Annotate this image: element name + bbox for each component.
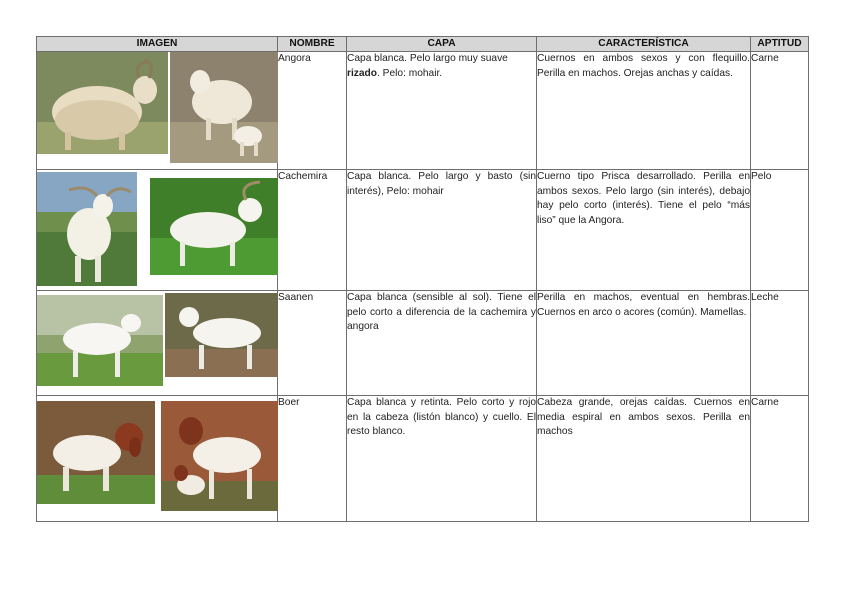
angora-goat-photo-1 [37, 52, 168, 154]
capa-bold-text: rizado [347, 67, 378, 79]
header-nombre: NOMBRE [278, 37, 347, 52]
cachemira-goat-photo-2 [150, 178, 278, 275]
saanen-goat-photo-1 [37, 295, 163, 386]
caracteristica-cell: Cuerno tipo Prisca desarrollado. Perilla en ambos sexos. Pelo largo (sin interés), debajo hay pelo corto (interés). Tiene el pelo “más liso” que la Angora. [537, 170, 751, 291]
header-imagen: IMAGEN [37, 37, 278, 52]
aptitud-cell: Carne [751, 396, 809, 522]
saanen-goat-photo-2 [165, 293, 278, 377]
capa-cell: Capa blanca. Pelo largo y basto (sin interés), Pelo: mohair [347, 170, 537, 291]
angora-goat-photo-2 [170, 52, 278, 163]
header-aptitud: APTITUD [751, 37, 809, 52]
table-row [37, 52, 809, 170]
aptitud-cell: Pelo [751, 170, 809, 291]
aptitud-cell: Leche [751, 291, 809, 396]
header-capa: CAPA [347, 37, 537, 52]
image-cell-saanen [37, 291, 278, 396]
nombre-cell: Cachemira [278, 170, 347, 291]
header-caracteristica: CARACTERÍSTICA [537, 37, 751, 52]
table-row [37, 170, 809, 291]
capa-cell [347, 52, 537, 170]
capa-cell: Capa blanca (sensible al sol). Tiene el pelo corto a diferencia de la cachemira y angora [347, 291, 537, 396]
table-row [37, 396, 809, 522]
caracteristica-cell: Perilla en machos, eventual en hembras. Cuernos en arco o acores (común). Mamellas. [537, 291, 751, 396]
caracteristica-cell: Cabeza grande, orejas caídas. Cuernos en media espiral en ambos sexos. Perilla en machos [537, 396, 751, 522]
image-cell-cachemira [37, 170, 278, 291]
header-row [37, 37, 809, 52]
boer-goat-photo-1 [37, 401, 155, 504]
capa-cell: Capa blanca y retinta. Pelo corto y rojo en la cabeza (listón blanco) y cuello. El resto blanco. [347, 396, 537, 522]
nombre-cell: Saanen [278, 291, 347, 396]
cachemira-goat-photo-1 [37, 172, 137, 286]
nombre-cell: Angora [278, 52, 347, 170]
goat-breeds-table [36, 36, 809, 522]
caracteristica-cell: Cuernos en ambos sexos y con flequillo. Perilla en machos. Orejas anchas y caídas. [537, 52, 751, 170]
table-row [37, 291, 809, 396]
boer-goat-photo-2 [161, 401, 278, 511]
capa-text: Capa blanca. Pelo largo muy suave [347, 53, 508, 64]
image-cell-boer [37, 396, 278, 522]
aptitud-cell: Carne [751, 52, 809, 170]
image-cell-angora [37, 52, 278, 170]
nombre-cell: Boer [278, 396, 347, 522]
capa-text-end: . Pelo: mohair. [377, 67, 443, 79]
